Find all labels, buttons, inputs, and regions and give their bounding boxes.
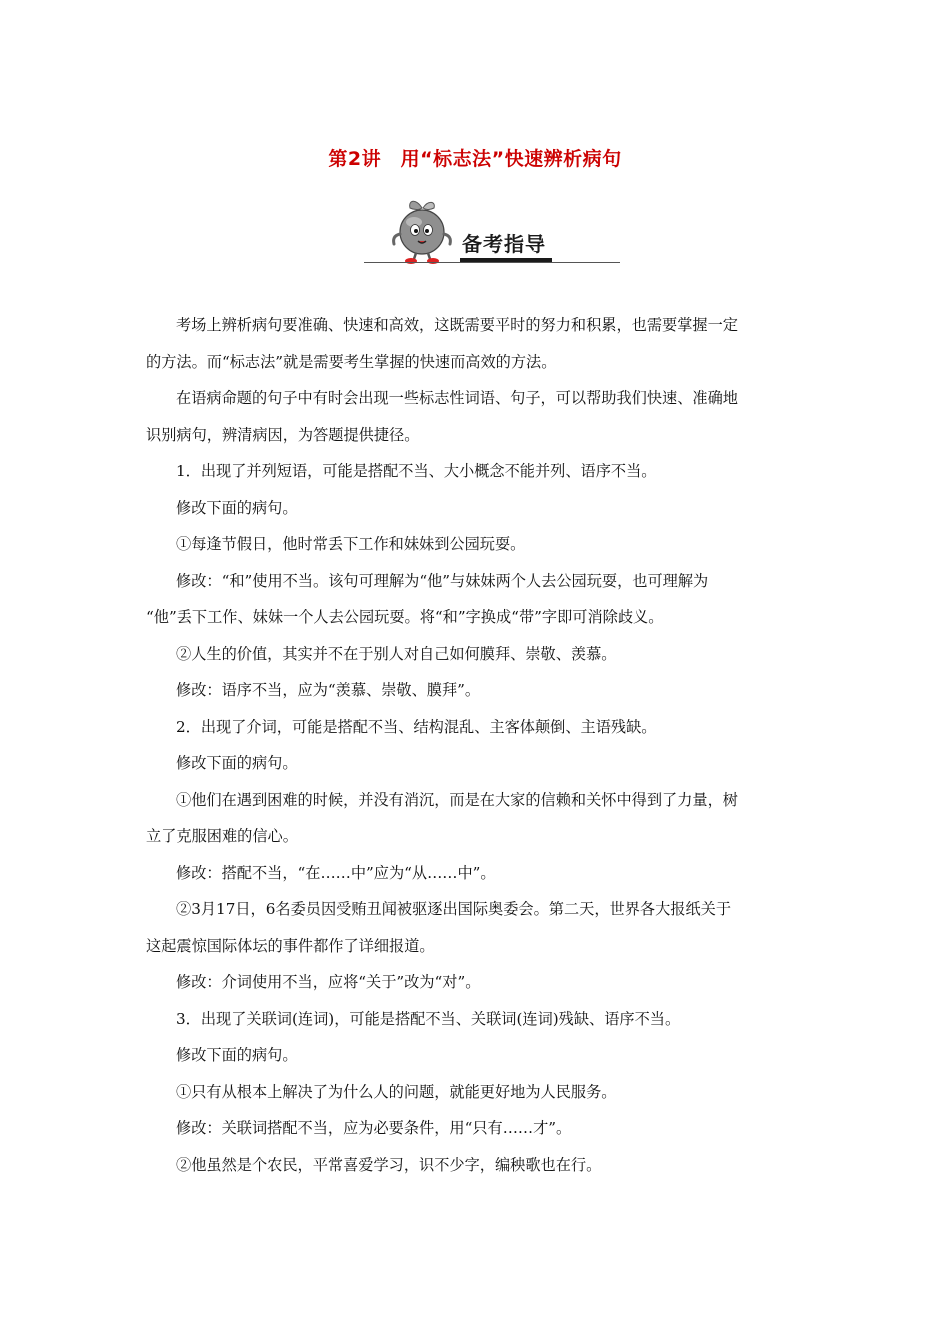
example-sentence: 立了克服困难的信心。	[146, 827, 298, 845]
exercise-prompt: 修改下面的病句。	[176, 1046, 298, 1064]
revision-note: 修改：关联词搭配不当，应为必要条件，用“只有……才”。	[176, 1119, 572, 1137]
revision-note: 修改：语序不当，应为“羡慕、崇敬、膜拜”。	[176, 681, 481, 699]
paragraph: 识别病句，辨清病因，为答题提供捷径。	[146, 425, 420, 444]
example-sentence: 这起震惊国际体坛的事件都作了详细报道。	[146, 936, 435, 955]
revision-note: 修改：搭配不当，“在……中”应为“从……中”。	[176, 863, 496, 882]
revision-note: 修改：“和”使用不当。该句可理解为“他”与妹妹两个人去公园玩耍，也可理解为	[176, 571, 709, 590]
exercise-prompt: 修改下面的病句。	[176, 754, 298, 772]
example-sentence: ②人生的价值，其实并不在于别人对自己如何膜拜、崇敬、羡慕。	[176, 644, 617, 663]
orange-mascot-icon	[382, 196, 462, 266]
page-title: 第2讲 用“标志法”快速辨析病句	[328, 148, 622, 170]
paragraph: 的方法。而“标志法”就是需要考生掌握的快速而高效的方法。	[146, 352, 557, 371]
example-sentence: ②他虽然是个农民，平常喜爱学习，识不少字，编秧歌也在行。	[176, 1155, 602, 1174]
paragraph: 在语病命题的句子中有时会出现一些标志性词语、句子，可以帮助我们快速、准确地	[176, 389, 738, 407]
revision-note: “他”丢下工作、妹妹一个人去公园玩耍。将“和”字换成“带”字即可消除歧义。	[146, 608, 664, 626]
section-heading: 3．出现了关联词(连词)，可能是搭配不当、关联词(连词)残缺、语序不当。	[176, 1009, 681, 1028]
example-sentence: ②3月17日，6名委员因受贿丑闻被驱逐出国际奥委会。第二天，世界各大报纸关于	[176, 900, 732, 918]
revision-note: 修改：介词使用不当，应将“关于”改为“对”。	[176, 973, 481, 991]
exercise-prompt: 修改下面的病句。	[176, 498, 298, 517]
paragraph: 考场上辨析病句要准确、快速和高效，这既需要平时的努力和积累，也需要掌握一定	[176, 316, 738, 334]
section-heading: 2．出现了介词，可能是搭配不当、结构混乱、主客体颠倒、主语残缺。	[176, 717, 657, 736]
example-sentence: ①他们在遇到困难的时候，并没有消沉，而是在大家的信赖和关怀中得到了力量，树	[176, 790, 738, 809]
section-divider	[364, 262, 620, 263]
section-heading: 1．出现了并列短语，可能是搭配不当、大小概念不能并列、语序不当。	[176, 462, 657, 480]
section-banner	[364, 196, 620, 268]
section-label: 备考指导	[462, 232, 546, 256]
example-sentence: ①每逢节假日，他时常丢下工作和妹妹到公园玩耍。	[176, 535, 526, 553]
article-body	[146, 307, 812, 1183]
example-sentence: ①只有从根本上解决了为什么人的问题，就能更好地为人民服务。	[176, 1082, 617, 1101]
